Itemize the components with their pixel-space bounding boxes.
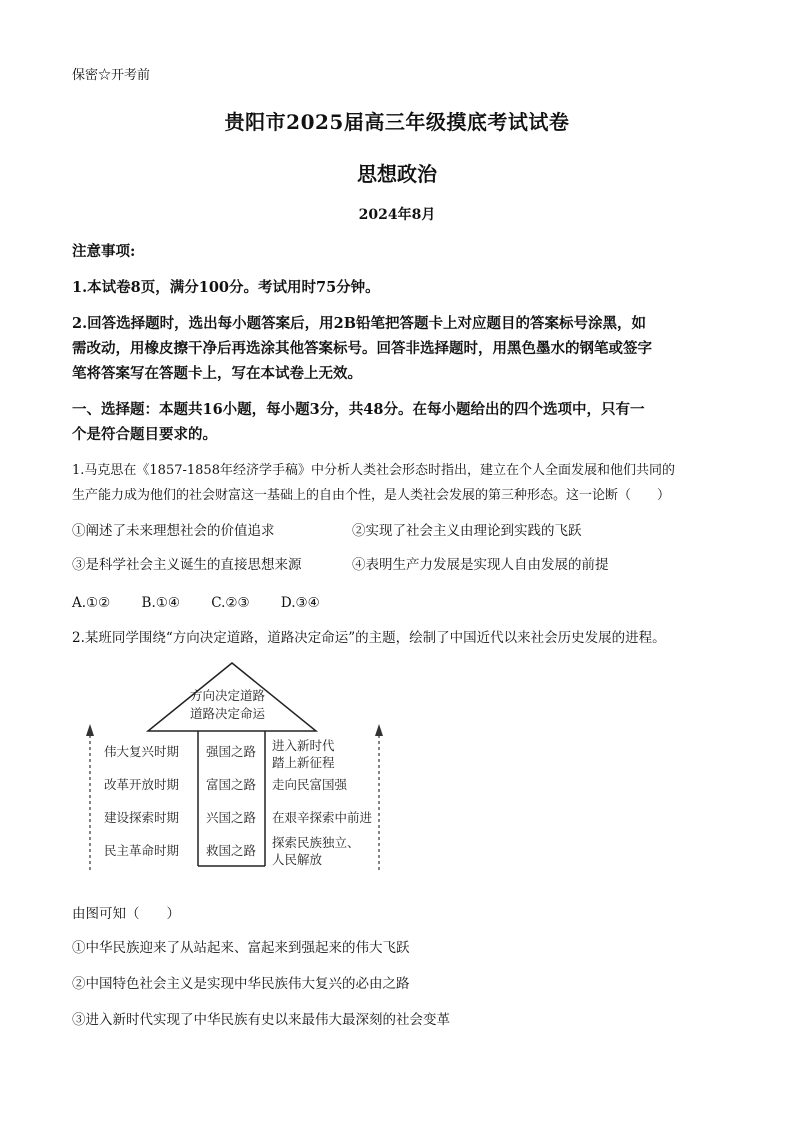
road-strong: 强国之路 — [206, 744, 257, 759]
notes-item-2-line-2: 需改动，用橡皮擦干净后再选涂其他答案标号。回答非选择题时，用黑色墨水的钢笔或签字 — [72, 340, 652, 357]
notes-item-1: 1.本试卷8页，满分100分。考试用时75分钟。 — [72, 279, 380, 296]
q1-statement-3: ③是科学社会主义诞生的直接思想来源 — [72, 557, 302, 573]
roof-line-1: 方向决定道路 — [190, 688, 266, 703]
q1-stem-line-2: 生产能力成为他们的社会财富这一基础上的自由个性，是人类社会发展的第三种形态。这一论断（ ） — [72, 488, 671, 503]
notes-item-2-line-1: 2.回答选择题时，选出每小题答案后，用2B铅笔把答题卡上对应题目的答案标号涂黑，如 — [72, 315, 646, 332]
q1-stem-line-1: 1.马克思在《1857-1858年经济学手稿》中分析人类社会形态时指出，建立在个人全面发展和他们共同的 — [72, 463, 675, 478]
roof-line-2: 道路决定命运 — [190, 706, 266, 721]
result-exploration: 在艰辛探索中前进 — [272, 810, 373, 825]
period-construction: 建设探索时期 — [104, 810, 180, 825]
q1-choices: A.①② B.①④ C.②③ D.③④ — [72, 595, 320, 611]
result-prosperity: 走向民富国强 — [272, 777, 348, 792]
q1-statement-4: ④表明生产力发展是实现人自由发展的前提 — [352, 557, 609, 573]
result-independence-2: 人民解放 — [272, 852, 323, 867]
exam-subject: 思想政治 — [357, 162, 437, 186]
road-rich: 富国之路 — [206, 777, 257, 792]
period-revival: 伟大复兴时期 — [104, 744, 180, 759]
q1-statement-1: ①阐述了未来理想社会的价值追求 — [72, 523, 275, 539]
exam-title: 贵阳市2025届高三年级摸底考试试卷 — [224, 110, 570, 134]
result-new-era-2: 踏上新征程 — [272, 755, 335, 770]
section1-line-2: 个是符合题目要求的。 — [72, 426, 217, 443]
q2-prompt: 由图可知（ ） — [72, 906, 180, 922]
q2-statement-2: ②中国特色社会主义是实现中华民族伟大复兴的必由之路 — [72, 976, 410, 992]
road-diagram — [82, 660, 392, 875]
q2-stem: 2.某班同学围绕“方向决定道路，道路决定命运”的主题，绘制了中国近代以来社会历史发展的进程。 — [72, 630, 666, 646]
q2-statement-3: ③进入新时代实现了中华民族有史以来最伟大最深刻的社会变革 — [72, 1012, 450, 1028]
notes-heading: 注意事项: — [72, 243, 136, 260]
q2-statement-1: ①中华民族迎来了从站起来、富起来到强起来的伟大飞跃 — [72, 940, 410, 956]
q1-statement-2: ②实现了社会主义由理论到实践的飞跃 — [352, 523, 582, 539]
notes-item-2-line-3: 笔将答案写在答题卡上，写在本试卷上无效。 — [72, 365, 362, 382]
section1-line-1: 一、选择题：本题共16小题，每小题3分，共48分。在每小题给出的四个选项中，只有一 — [72, 401, 645, 418]
result-new-era-1: 进入新时代 — [272, 738, 335, 753]
exam-date: 2024年8月 — [358, 207, 436, 223]
period-reform: 改革开放时期 — [104, 777, 180, 792]
period-revolution: 民主革命时期 — [104, 843, 180, 858]
confidential-label: 保密☆开考前 — [72, 68, 151, 83]
road-rise: 兴国之路 — [206, 810, 257, 825]
result-independence-1: 探索民族独立、 — [272, 835, 360, 850]
road-save: 救国之路 — [206, 843, 257, 858]
